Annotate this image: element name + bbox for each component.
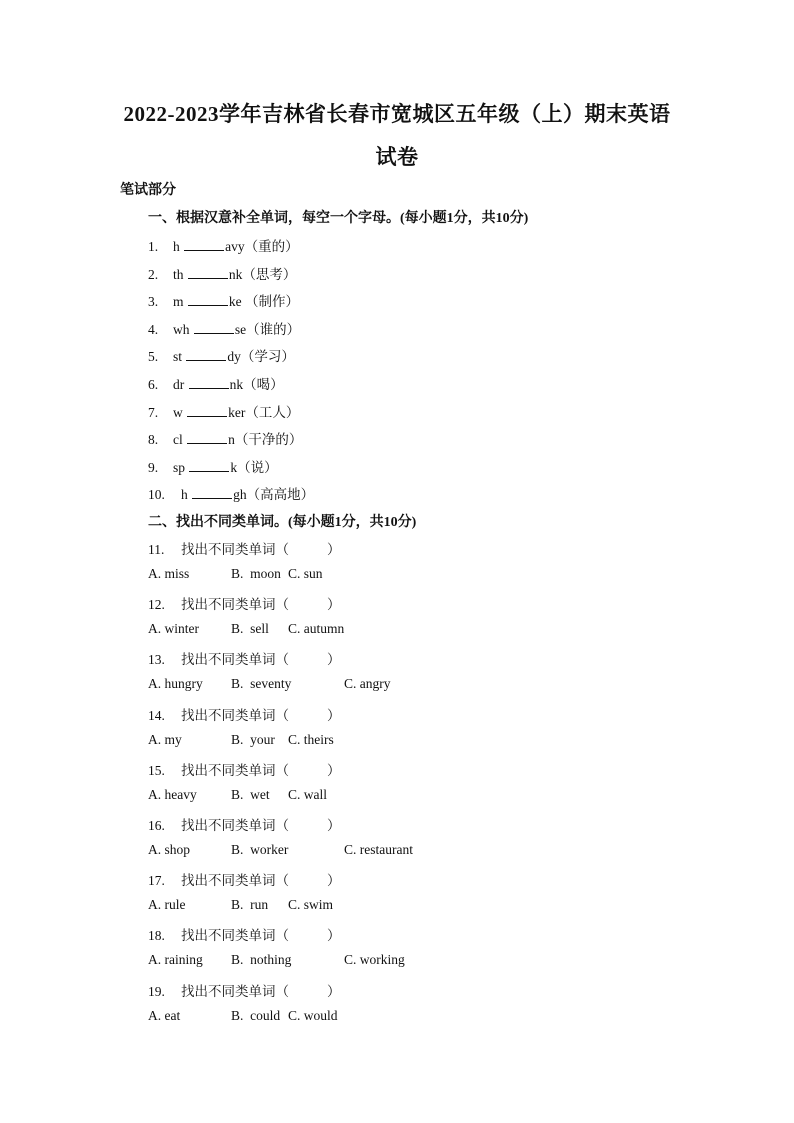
option-b[interactable]: B. seventy — [231, 676, 292, 692]
option-c[interactable]: C. theirs — [288, 731, 334, 747]
answer-blank[interactable] — [189, 460, 229, 472]
question-number: 13. — [148, 652, 165, 668]
option-a[interactable]: A. eat — [148, 1007, 181, 1023]
chinese-gloss: （学习） — [240, 349, 295, 365]
item-number: 8. — [148, 432, 159, 448]
question-text: 找出不同类单词（ — [181, 597, 289, 613]
question-close: ） — [327, 652, 341, 668]
page-title-line-2: 试卷 — [375, 145, 419, 169]
option-b[interactable]: B. run — [231, 897, 269, 913]
option-b[interactable]: B. moon — [231, 566, 281, 581]
question-row — [148, 593, 341, 613]
question-text: 找出不同类单词（ — [181, 762, 289, 778]
option-a[interactable]: A. rule — [148, 897, 186, 913]
word-suffix: nk — [229, 377, 244, 392]
question-close: ） — [327, 707, 341, 723]
item-number: 5. — [148, 349, 159, 365]
option-c[interactable]: C. angry — [344, 676, 391, 692]
question-close: ） — [327, 873, 341, 889]
page-title-line-1: 2022-2023学年吉林省长春市宽城区五年级（上）期末英语 — [123, 102, 671, 126]
section-1-heading: 一、根据汉意补全单词，每空一个字母。(每小题1分，共10分) — [148, 211, 529, 226]
question-text: 找出不同类单词（ — [181, 652, 289, 668]
chinese-gloss: （高高地） — [246, 487, 315, 503]
word-suffix: gh — [233, 487, 247, 503]
word-prefix: th — [173, 266, 184, 282]
answer-blank[interactable] — [187, 432, 227, 444]
answer-blank[interactable] — [192, 487, 232, 499]
question-text: 找出不同类单词（ — [181, 983, 289, 999]
answer-blank[interactable] — [189, 377, 229, 389]
question-number: 18. — [148, 928, 165, 944]
word-prefix: dr — [173, 377, 185, 392]
chinese-gloss: （重的） — [244, 239, 299, 254]
option-b[interactable]: B. sell — [231, 621, 269, 637]
question-row — [148, 814, 341, 834]
answer-blank[interactable] — [188, 294, 228, 306]
fill-in-item — [148, 318, 300, 338]
question-row — [148, 869, 341, 889]
word-suffix: ke — [228, 294, 242, 310]
item-number: 9. — [148, 459, 159, 475]
question-number: 14. — [148, 707, 165, 723]
item-number: 6. — [148, 377, 159, 392]
section-2-heading: 二、找出不同类单词。(每小题1分，共10分) — [148, 515, 417, 530]
answer-blank[interactable] — [184, 239, 224, 251]
question-row — [148, 704, 341, 724]
option-c[interactable]: C. restaurant — [344, 842, 413, 857]
option-a[interactable]: A. shop — [148, 842, 191, 857]
word-prefix: h — [181, 487, 188, 503]
word-suffix: nk — [228, 266, 243, 282]
option-a[interactable]: A. winter — [148, 621, 199, 637]
question-row — [148, 538, 341, 558]
fill-in-item — [148, 263, 296, 283]
question-row — [148, 980, 341, 1000]
word-suffix: dy — [227, 349, 241, 365]
item-number: 1. — [148, 239, 159, 254]
question-close: ） — [327, 597, 341, 613]
fill-in-item — [148, 428, 302, 448]
option-a[interactable]: A. miss — [148, 566, 190, 581]
option-b[interactable]: B. worker — [231, 842, 289, 857]
question-row — [148, 759, 341, 779]
option-a[interactable]: A. raining — [148, 952, 203, 968]
item-number: 4. — [148, 321, 159, 337]
word-prefix: w — [173, 404, 183, 420]
question-text: 找出不同类单词（ — [181, 928, 289, 944]
question-text: 找出不同类单词（ — [181, 707, 289, 723]
question-number: 15. — [148, 762, 165, 778]
option-c[interactable]: C. working — [344, 952, 405, 968]
fill-in-item — [148, 235, 299, 255]
word-suffix: avy — [225, 239, 245, 254]
word-suffix: n — [228, 432, 235, 448]
word-prefix: m — [173, 294, 184, 310]
chinese-gloss: （制作） — [241, 294, 300, 310]
word-prefix: cl — [173, 432, 183, 448]
word-suffix: se — [234, 321, 247, 337]
option-b[interactable]: B. wet — [231, 786, 270, 802]
word-prefix: wh — [173, 321, 190, 337]
question-number: 17. — [148, 873, 165, 889]
word-suffix: ker — [228, 404, 246, 420]
question-text: 找出不同类单词（ — [181, 542, 289, 557]
chinese-gloss: （思考） — [242, 266, 297, 282]
chinese-gloss: （说） — [237, 459, 278, 475]
question-row — [148, 648, 341, 668]
question-text: 找出不同类单词（ — [181, 818, 289, 833]
fill-in-item — [148, 456, 278, 476]
item-number: 7. — [148, 404, 159, 420]
question-number: 12. — [148, 597, 165, 613]
option-a[interactable]: A. hungry — [148, 676, 203, 692]
item-number: 10. — [148, 487, 165, 503]
fill-in-item — [148, 483, 314, 503]
answer-blank[interactable] — [187, 405, 227, 417]
answer-blank[interactable] — [188, 267, 228, 279]
question-close: ） — [327, 542, 341, 557]
fill-in-item — [148, 373, 284, 393]
option-c[interactable]: C. autumn — [288, 621, 345, 637]
question-close: ） — [327, 762, 341, 778]
chinese-gloss: （干净的） — [234, 432, 303, 448]
question-number: 11. — [148, 542, 165, 557]
question-number: 16. — [148, 818, 165, 833]
option-c[interactable]: C. wall — [288, 786, 327, 802]
item-number: 2. — [148, 266, 159, 282]
fill-in-item — [148, 345, 295, 365]
part-label: 笔试部分 — [120, 183, 176, 198]
option-a[interactable]: A. heavy — [148, 786, 197, 802]
question-close: ） — [327, 983, 341, 999]
chinese-gloss: （谁的） — [246, 321, 301, 337]
chinese-gloss: （工人） — [245, 404, 300, 420]
item-number: 3. — [148, 294, 159, 310]
fill-in-item — [148, 290, 299, 310]
answer-blank[interactable] — [186, 349, 226, 361]
word-suffix: k — [230, 459, 238, 475]
answer-blank[interactable] — [194, 322, 234, 334]
word-prefix: h — [173, 239, 180, 254]
question-row — [148, 924, 341, 944]
chinese-gloss: （喝） — [243, 377, 284, 392]
question-close: ） — [327, 928, 341, 944]
word-prefix: st — [173, 349, 183, 365]
option-c[interactable]: C. swim — [288, 897, 334, 913]
option-c[interactable]: C. would — [288, 1007, 338, 1023]
option-b[interactable]: B. nothing — [231, 952, 292, 968]
fill-in-item — [148, 401, 299, 421]
question-number: 19. — [148, 983, 165, 999]
option-a[interactable]: A. my — [148, 731, 182, 747]
word-prefix: sp — [173, 459, 186, 475]
option-c[interactable]: C. sun — [288, 566, 323, 581]
question-close: ） — [327, 818, 341, 833]
question-text: 找出不同类单词（ — [181, 873, 289, 889]
option-b[interactable]: B. your — [231, 731, 275, 747]
option-b[interactable]: B. could — [231, 1007, 281, 1023]
